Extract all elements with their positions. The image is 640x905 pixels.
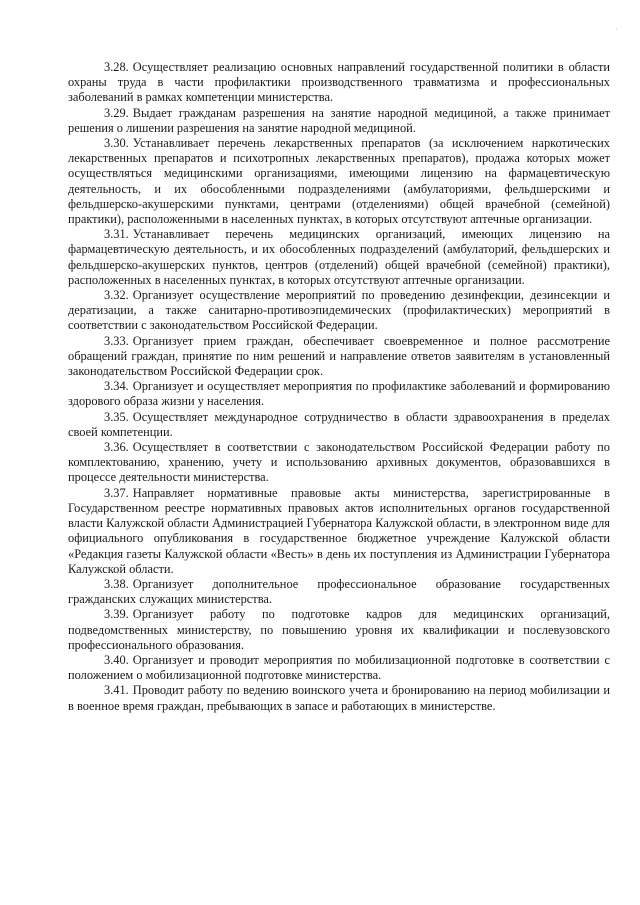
paragraph-text: Организует дополнительное профессиональное образование государственных гражданских служащих министерства. — [68, 576, 610, 607]
paragraph-number: 3.36. — [104, 440, 129, 455]
paragraph-number: 3.33. — [104, 333, 129, 348]
paragraph-3-30 — [68, 136, 610, 227]
paragraph-number: 3.41. — [104, 683, 129, 698]
paragraph-text: Осуществляет международное сотрудничество в области здравоохранения в пределах своей компетенции. — [68, 409, 610, 439]
paragraph-number: 3.28. — [104, 60, 129, 74]
paragraph-text: Осуществляет в соответствии с законодательством Российской Федерации работу по комплектованию, хранению, учету и использованию архивных документов, образовавшихся в процессе деятельности министерства. — [68, 440, 610, 485]
paragraph-3-41 — [68, 683, 610, 713]
paragraph-number: 3.31. — [104, 227, 129, 242]
paragraph-text: Устанавливает перечень лекарственных препаратов (за исключением наркотических лекарственных препаратов и психотропных лекарственных препаратов), продажа которых может осуществляться медицинскими организациями, имеющими лицензию на фармацевтическую деятельность, и их обособленными подразделениями (амбулаториями, фельдшерскими и фельдшерско-акушерскими пунктами, центрами (отделениями) общей врачебной (семейной) практики), расположенными в населенных пунктах, в которых отсутствуют аптечные организации. — [68, 136, 610, 227]
paragraph-text: Выдает гражданам разрешения на занятие народной медициной, а также принимает решения о лишении разрешения на занятие народной медициной. — [68, 105, 610, 135]
paragraph-3-37 — [68, 486, 610, 577]
document-page — [68, 60, 610, 714]
paragraph-number: 3.37. — [104, 485, 129, 500]
paragraph-3-31 — [68, 227, 610, 288]
paragraph-3-32 — [68, 288, 610, 334]
paragraph-number: 3.34. — [104, 379, 129, 394]
paragraph-number: 3.40. — [104, 652, 129, 667]
paragraph-number: 3.35. — [104, 409, 129, 424]
paragraph-text: Организует и осуществляет мероприятия по профилактике заболеваний и формированию здорового образа жизни у населения. — [68, 379, 610, 409]
paragraph-number: 3.38. — [104, 576, 129, 591]
paragraph-number: 3.30. — [104, 136, 129, 151]
paragraph-text: Организует прием граждан, обеспечивает своевременное и полное рассмотрение обращений граждан, принятие по ним решений и направление ответов заявителям в установленный законодательством Российской Федерации срок. — [68, 333, 610, 379]
paragraph-text: Проводит работу по ведению воинского учета и бронированию на период мобилизации и в военное время граждан, пребывающих в запасе и работающих в министерстве. — [68, 683, 610, 713]
paragraph-text: Устанавливает перечень медицинских организаций, имеющих лицензию на фармацевтическую деятельность, и их обособленных подразделений (амбулаторий, фельдшерских и фельдшерско-акушерских пунктов, центров (отделений) общей врачебной (семейной) практики), расположенных в населенных пунктах, в которых отсутствуют аптечные организации. — [68, 227, 610, 287]
paragraph-3-36 — [68, 440, 610, 486]
paragraph-3-40 — [68, 653, 610, 683]
paragraph-3-35 — [68, 410, 610, 440]
paragraph-3-28 — [68, 60, 610, 106]
paragraph-3-33 — [68, 334, 610, 380]
paragraph-text: Организует и проводит мероприятия по мобилизационной подготовке в соответствии с положением о мобилизационной подготовке министерства. — [68, 652, 610, 683]
paragraph-3-39 — [68, 607, 610, 653]
paragraph-text: Организует осуществление мероприятий по проведению дезинфекции, дезинсекции и дератизации, а также санитарно-противоэпидемических (профилактических) мероприятий в соответствии с законодательством Российской Федерации. — [68, 288, 610, 333]
corner-mark: · — [615, 24, 618, 34]
paragraph-3-34 — [68, 379, 610, 409]
paragraph-number: 3.29. — [104, 105, 129, 120]
paragraph-number: 3.32. — [104, 288, 129, 303]
paragraph-text: Организует работу по подготовке кадров для медицинских организаций, подведомственных министерству, по повышению уровня их квалификации и послевузовского профессионального образования. — [68, 607, 610, 652]
paragraph-text: Направляет нормативные правовые акты министерства, зарегистрированные в Государственном реестре нормативных правовых актов исполнительных органов государственной власти Калужской области Администрацией Губернатора Калужской области, в электронном виде для официального опубликования в государственное бюджетное учреждение Калужской области «Редакция газеты Калужской области «Весть» в день их поступления из Администрации Губернатора Калужской области. — [68, 485, 610, 576]
paragraph-3-29 — [68, 106, 610, 136]
paragraph-text: Осуществляет реализацию основных направлений государственной политики в области охраны труда в части профилактики производственного травматизма и профессиональных заболеваний в рамках компетенции министерства. — [68, 60, 610, 105]
paragraph-number: 3.39. — [104, 607, 129, 622]
paragraph-3-38 — [68, 577, 610, 607]
